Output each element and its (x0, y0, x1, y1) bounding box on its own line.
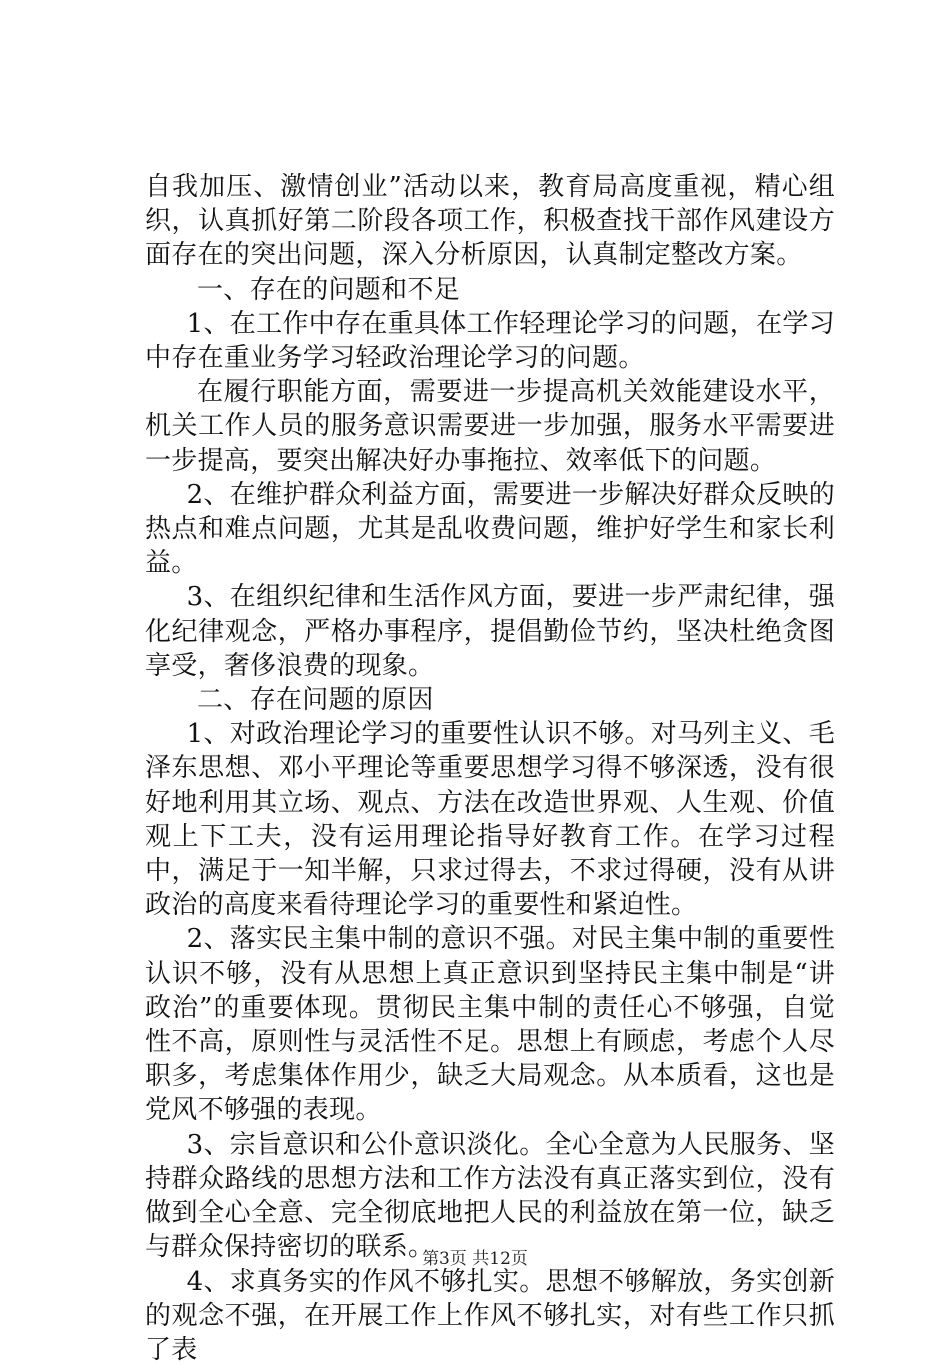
paragraph-problem-3: 3、在组织纪律和生活作风方面，要进一步严肃纪律，强化纪律观念，严格办事程序，提倡勤俭节约，坚决杜绝贪图享受，奢侈浪费的现象。 (145, 580, 835, 683)
paragraph-cause-1: 1、对政治理论学习的重要性认识不够。对马列主义、毛泽东思想、邓小平理论等重要思想学习得不够深透，没有很好地利用其立场、观点、方法在改造世界观、人生观、价值观上下工夫，没有运用理论指导好教育工作。在学习过程中，满足于一知半解，只求过得去，不求过得硬，没有从讲政治的高度来看待理论学习的重要性和紧迫性。 (145, 717, 835, 922)
paragraph-intro: 自我加压、激情创业”活动以来，教育局高度重视，精心组织，认真抓好第二阶段各项工作，积极查找干部作风建设方面存在的突出问题，深入分析原因，认真制定整改方案。 (145, 170, 835, 273)
paragraph-problem-1: 1、在工作中存在重具体工作轻理论学习的问题，在学习中存在重业务学习轻政治理论学习的问题。 (145, 307, 835, 375)
paragraph-cause-3: 3、宗旨意识和公仆意识淡化。全心全意为人民服务、坚持群众路线的思想方法和工作方法没有真正落实到位，没有做到全心全意、完全彻底地把人民的利益放在第一位，缺乏与群众保持密切的联系。 (145, 1128, 835, 1265)
page-number-footer: 第3页 共12页 (0, 1244, 950, 1269)
paragraph-problem-duties: 在履行职能方面，需要进一步提高机关效能建设水平，机关工作人员的服务意识需要进一步加强，服务水平需要进一步提高，要突出解决好办事拖拉、效率低下的问题。 (145, 375, 835, 478)
section-heading-problems: 一、存在的问题和不足 (145, 273, 835, 307)
paragraph-problem-2: 2、在维护群众利益方面，需要进一步解决好群众反映的热点和难点问题，尤其是乱收费问题，维护好学生和家长利益。 (145, 478, 835, 581)
paragraph-cause-2: 2、落实民主集中制的意识不强。对民主集中制的重要性认识不够，没有从思想上真正意识到坚持民主集中制是“讲政治”的重要体现。贯彻民主集中制的责任心不够强，自觉性不高，原则性与灵活性不足。思想上有顾虑，考虑个人尽职多，考虑集体作用少，缺乏大局观念。从本质看，这也是党风不够强的表现。 (145, 922, 835, 1127)
document-body (145, 170, 835, 1367)
section-heading-causes: 二、存在问题的原因 (145, 683, 835, 717)
paragraph-cause-4: 4、求真务实的作风不够扎实。思想不够解放，务实创新的观念不强，在开展工作上作风不够扎实，对有些工作只抓了表 (145, 1265, 835, 1367)
